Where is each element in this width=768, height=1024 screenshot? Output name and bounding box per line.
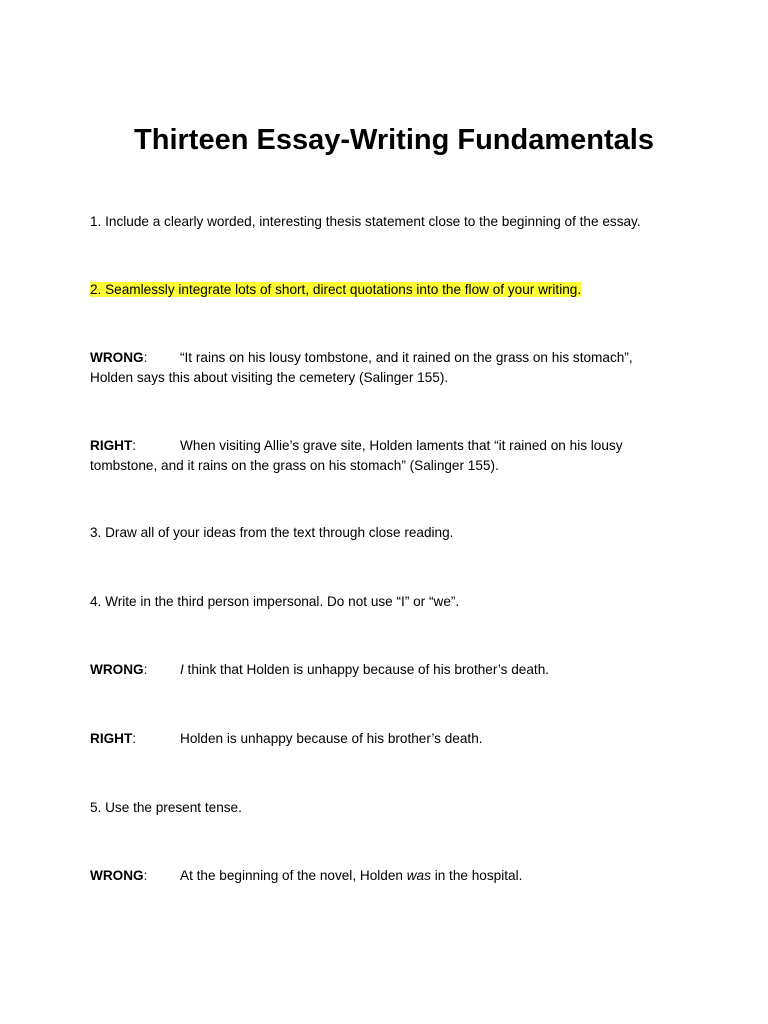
right-label: RIGHT — [90, 438, 133, 453]
wrong-label: WRONG — [90, 662, 144, 677]
example-3-wrong — [90, 866, 690, 886]
highlighted-text: 2. Seamlessly integrate lots of short, direct quotations into the flow of your writing. — [90, 282, 582, 297]
italic-word: I — [180, 662, 184, 677]
item-5: 5. Use the present tense. — [90, 800, 242, 815]
item-1: 1. Include a clearly worded, interesting thesis statement close to the beginning of the essay. — [90, 214, 641, 229]
label-colon: : — [143, 662, 148, 677]
item-2 — [90, 280, 690, 300]
label-colon: : — [143, 350, 148, 365]
label-colon: : — [132, 731, 137, 746]
label-colon: : — [143, 868, 148, 883]
label-wrap — [90, 660, 180, 680]
item-3: 3. Draw all of your ideas from the text through close reading. — [90, 525, 454, 540]
page-title: Thirteen Essay-Writing Fundamentals — [134, 124, 654, 156]
example-text-line-1: “It rains on his lousy tombstone, and it rained on the grass on his stomach”, — [180, 350, 633, 365]
label-wrap — [90, 436, 180, 456]
example-2-wrong — [90, 660, 690, 680]
example-text-after: in the hospital. — [430, 868, 523, 883]
example-1-wrong — [90, 348, 690, 388]
italic-word: was — [406, 868, 431, 883]
example-text-before: At the beginning of the novel, Holden — [180, 868, 407, 883]
label-wrap — [90, 729, 180, 749]
example-text: Holden is unhappy because of his brother’s death. — [180, 731, 483, 746]
example-1-right — [90, 436, 690, 476]
example-text-line-2: Holden says this about visiting the cemetery (Salinger 155). — [90, 370, 449, 385]
label-colon: : — [132, 438, 137, 453]
example-text-line-2: tombstone, and it rains on the grass on his stomach” (Salinger 155). — [90, 458, 499, 473]
label-wrap — [90, 866, 180, 886]
example-text-line-1: When visiting Allie’s grave site, Holden laments that “it rained on his lousy — [180, 438, 623, 453]
example-2-right — [90, 729, 690, 749]
example-text: think that Holden is unhappy because of his brother’s death. — [183, 662, 550, 677]
item-4: 4. Write in the third person impersonal. Do not use “I” or “we”. — [90, 594, 460, 609]
wrong-label: WRONG — [90, 868, 144, 883]
label-wrap — [90, 348, 180, 368]
wrong-label: WRONG — [90, 350, 144, 365]
right-label: RIGHT — [90, 731, 133, 746]
